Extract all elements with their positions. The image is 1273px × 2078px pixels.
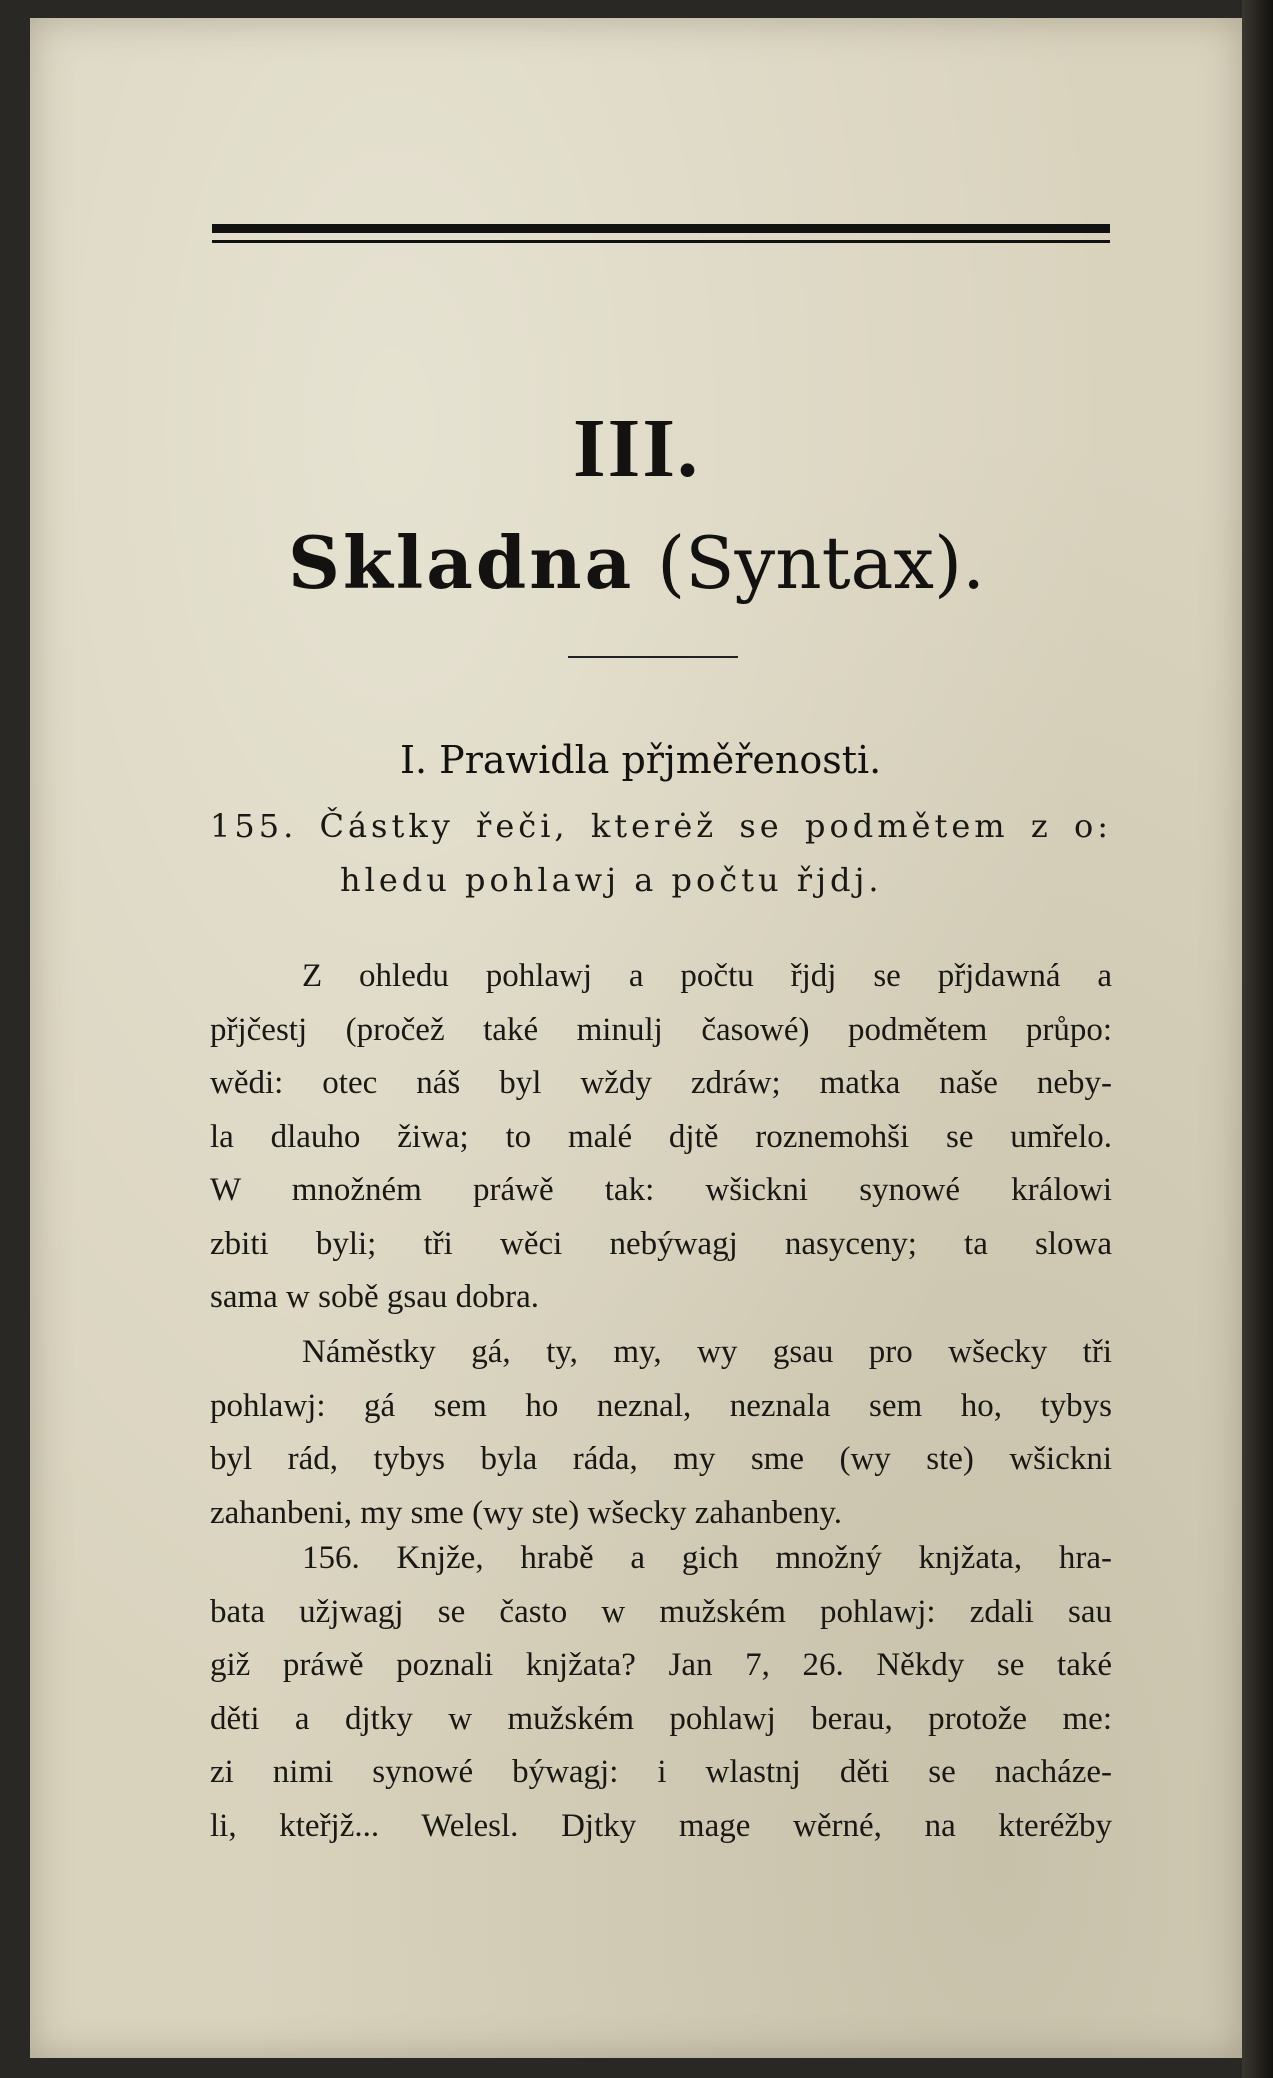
text-line: Z ohledu pohlawj a počtu řjdj se přjdawná a [302,958,1112,994]
para-156-body [210,1532,1112,1853]
text-line: Náměstky gá, ty, my, wy gsau pro wšecky tři [302,1334,1112,1370]
para-155-heading-line: hledu pohlawj a počtu řjdj. [340,860,883,899]
text-line: děti a djtky w mužském pohlawj berau, protože me: [210,1700,1112,1737]
text-line: W množném práwě tak: wšickni synowé králowi [210,1172,1112,1208]
book-binding-edge [1242,0,1273,2078]
text-line: 156. Knjže, hrabě a gich množný knjžata, hra- [302,1540,1112,1576]
text-line: zahanbeni, my sme (wy ste) wšecky zahanbeny. [210,1494,842,1531]
chapter-title-blackletter: Skladna [287,520,635,605]
chapter-number: III. [572,402,701,495]
text-line: zi nimi synowé býwagj: i wlastnj děti se nacháze- [210,1754,1112,1790]
para-155-body [210,950,1112,1325]
text-line: li, kteřjž... Welesl. Djtky mage wěrné, na kteréžby [210,1807,1112,1844]
header-rule-thin [212,240,1110,243]
header-rule-thick [212,224,1110,233]
text-line: přjčestj (pročež také minulj časowé) podmětem průpo: [210,1011,1112,1048]
text-line: byl rád, tybys byla ráda, my sme (wy ste) wšickni [210,1441,1112,1477]
text-line: sama w sobě gsau dobra. [210,1279,540,1315]
title-divider [568,656,738,658]
text-line: zbiti byli; tři wěci nebýwagj nasyceny; ta slowa [210,1225,1112,1262]
text-line: bata užjwagj se často w mužském pohlawj: zdali sau [210,1593,1112,1630]
para-155-heading-line: 155. Částky řeči, kterėž se podmětem z o: [210,807,1112,845]
text-line: wědi: otec náš byl wždy zdráw; matka naše neby- [210,1065,1112,1101]
text-line: giž práwě poznali knjžata? Jan 7, 26. Někdy se také [210,1647,1112,1683]
section-heading: I. Prawidla přjměřenosti. [400,738,882,782]
chapter-title [0,520,1273,605]
para-155-heading [210,800,1112,907]
text-line: la dlauho žiwa; to malé djtě roznemohši se umřelo. [210,1118,1112,1155]
para-155-pronouns [210,1326,1112,1540]
text-line: pohlawj: gá sem ho neznal, neznala sem ho, tybys [210,1387,1112,1424]
chapter-title-latin: (Syntax). [657,521,986,605]
